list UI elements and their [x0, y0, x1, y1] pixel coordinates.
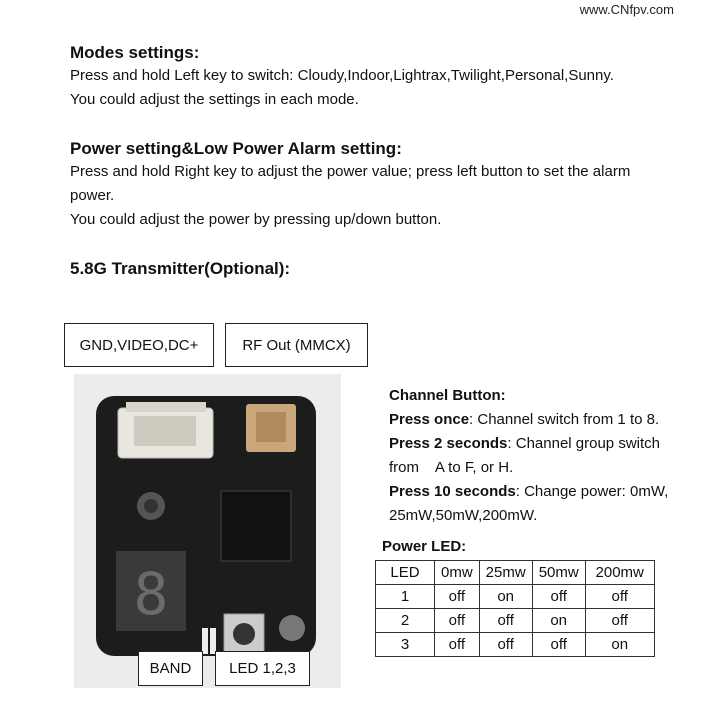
press-two-text-2: from A to F, or H. — [389, 459, 514, 476]
channel-button-info — [389, 384, 709, 528]
modes-line-1: Press and hold Left key to switch: Cloudy,Indoor,Lightrax,Twilight,Personal,Sunny. — [70, 67, 614, 84]
power-title: Power setting&Low Power Alarm setting: — [70, 139, 402, 158]
power-line-1: Press and hold Right key to adjust the power value; press left button to set the alarm — [70, 163, 631, 180]
table-cell: off — [532, 585, 585, 609]
table-row — [376, 609, 655, 633]
table-cell: 2 — [376, 609, 435, 633]
table-cell: 3 — [376, 633, 435, 657]
table-cell: off — [435, 609, 480, 633]
table-cell: off — [479, 633, 532, 657]
header-200mw: 200mw — [585, 561, 654, 585]
header-50mw: 50mw — [532, 561, 585, 585]
transmitter-title: 5.8G Transmitter(Optional): — [70, 259, 291, 278]
power-led-title: Power LED: — [382, 538, 467, 555]
power-line-2: You could adjust the power by pressing up/down button. — [70, 211, 442, 228]
callout-led: LED 1,2,3 — [215, 651, 310, 686]
header-0mw: 0mw — [435, 561, 480, 585]
press-once-text: : Channel switch from 1 to 8. — [469, 411, 660, 428]
press-two-text: : Channel group switch — [507, 435, 660, 452]
table-cell: on — [479, 585, 532, 609]
table-cell: off — [435, 633, 480, 657]
pcb-board — [96, 396, 316, 656]
press-ten-text: : Change power: 0mW, — [515, 483, 669, 500]
site-url: www.CNfpv.com — [579, 2, 674, 17]
header-25mw: 25mw — [479, 561, 532, 585]
modes-line-2: You could adjust the settings in each mode. — [70, 91, 359, 108]
table-cell: off — [435, 585, 480, 609]
press-once-label: Press once — [389, 411, 470, 428]
press-ten-label: Press 10 seconds — [389, 483, 516, 500]
table-cell: off — [585, 609, 654, 633]
press-two-label: Press 2 seconds — [389, 435, 508, 452]
modes-title: Modes settings: — [70, 43, 200, 62]
table-cell: on — [532, 609, 585, 633]
power-led-table — [375, 560, 655, 657]
press-ten-text-2: 25mW,50mW,200mW. — [389, 507, 538, 524]
table-row — [376, 585, 655, 609]
callout-rf-out: RF Out (MMCX) — [225, 323, 368, 367]
table-cell: off — [585, 585, 654, 609]
table-cell: off — [532, 633, 585, 657]
channel-title: Channel Button: — [389, 387, 506, 404]
table-row — [376, 633, 655, 657]
callout-gnd-video-dc: GND,VIDEO,DC+ — [64, 323, 214, 367]
callout-band: BAND — [138, 651, 203, 686]
svg-text:8: 8 — [133, 560, 169, 628]
table-cell: on — [585, 633, 654, 657]
pcb-illustration — [96, 396, 316, 656]
power-line-1b: power. — [70, 187, 115, 204]
header-led: LED — [376, 561, 435, 585]
table-cell: off — [479, 609, 532, 633]
table-header-row — [376, 561, 655, 585]
table-cell: 1 — [376, 585, 435, 609]
transmitter-photo — [74, 374, 341, 688]
